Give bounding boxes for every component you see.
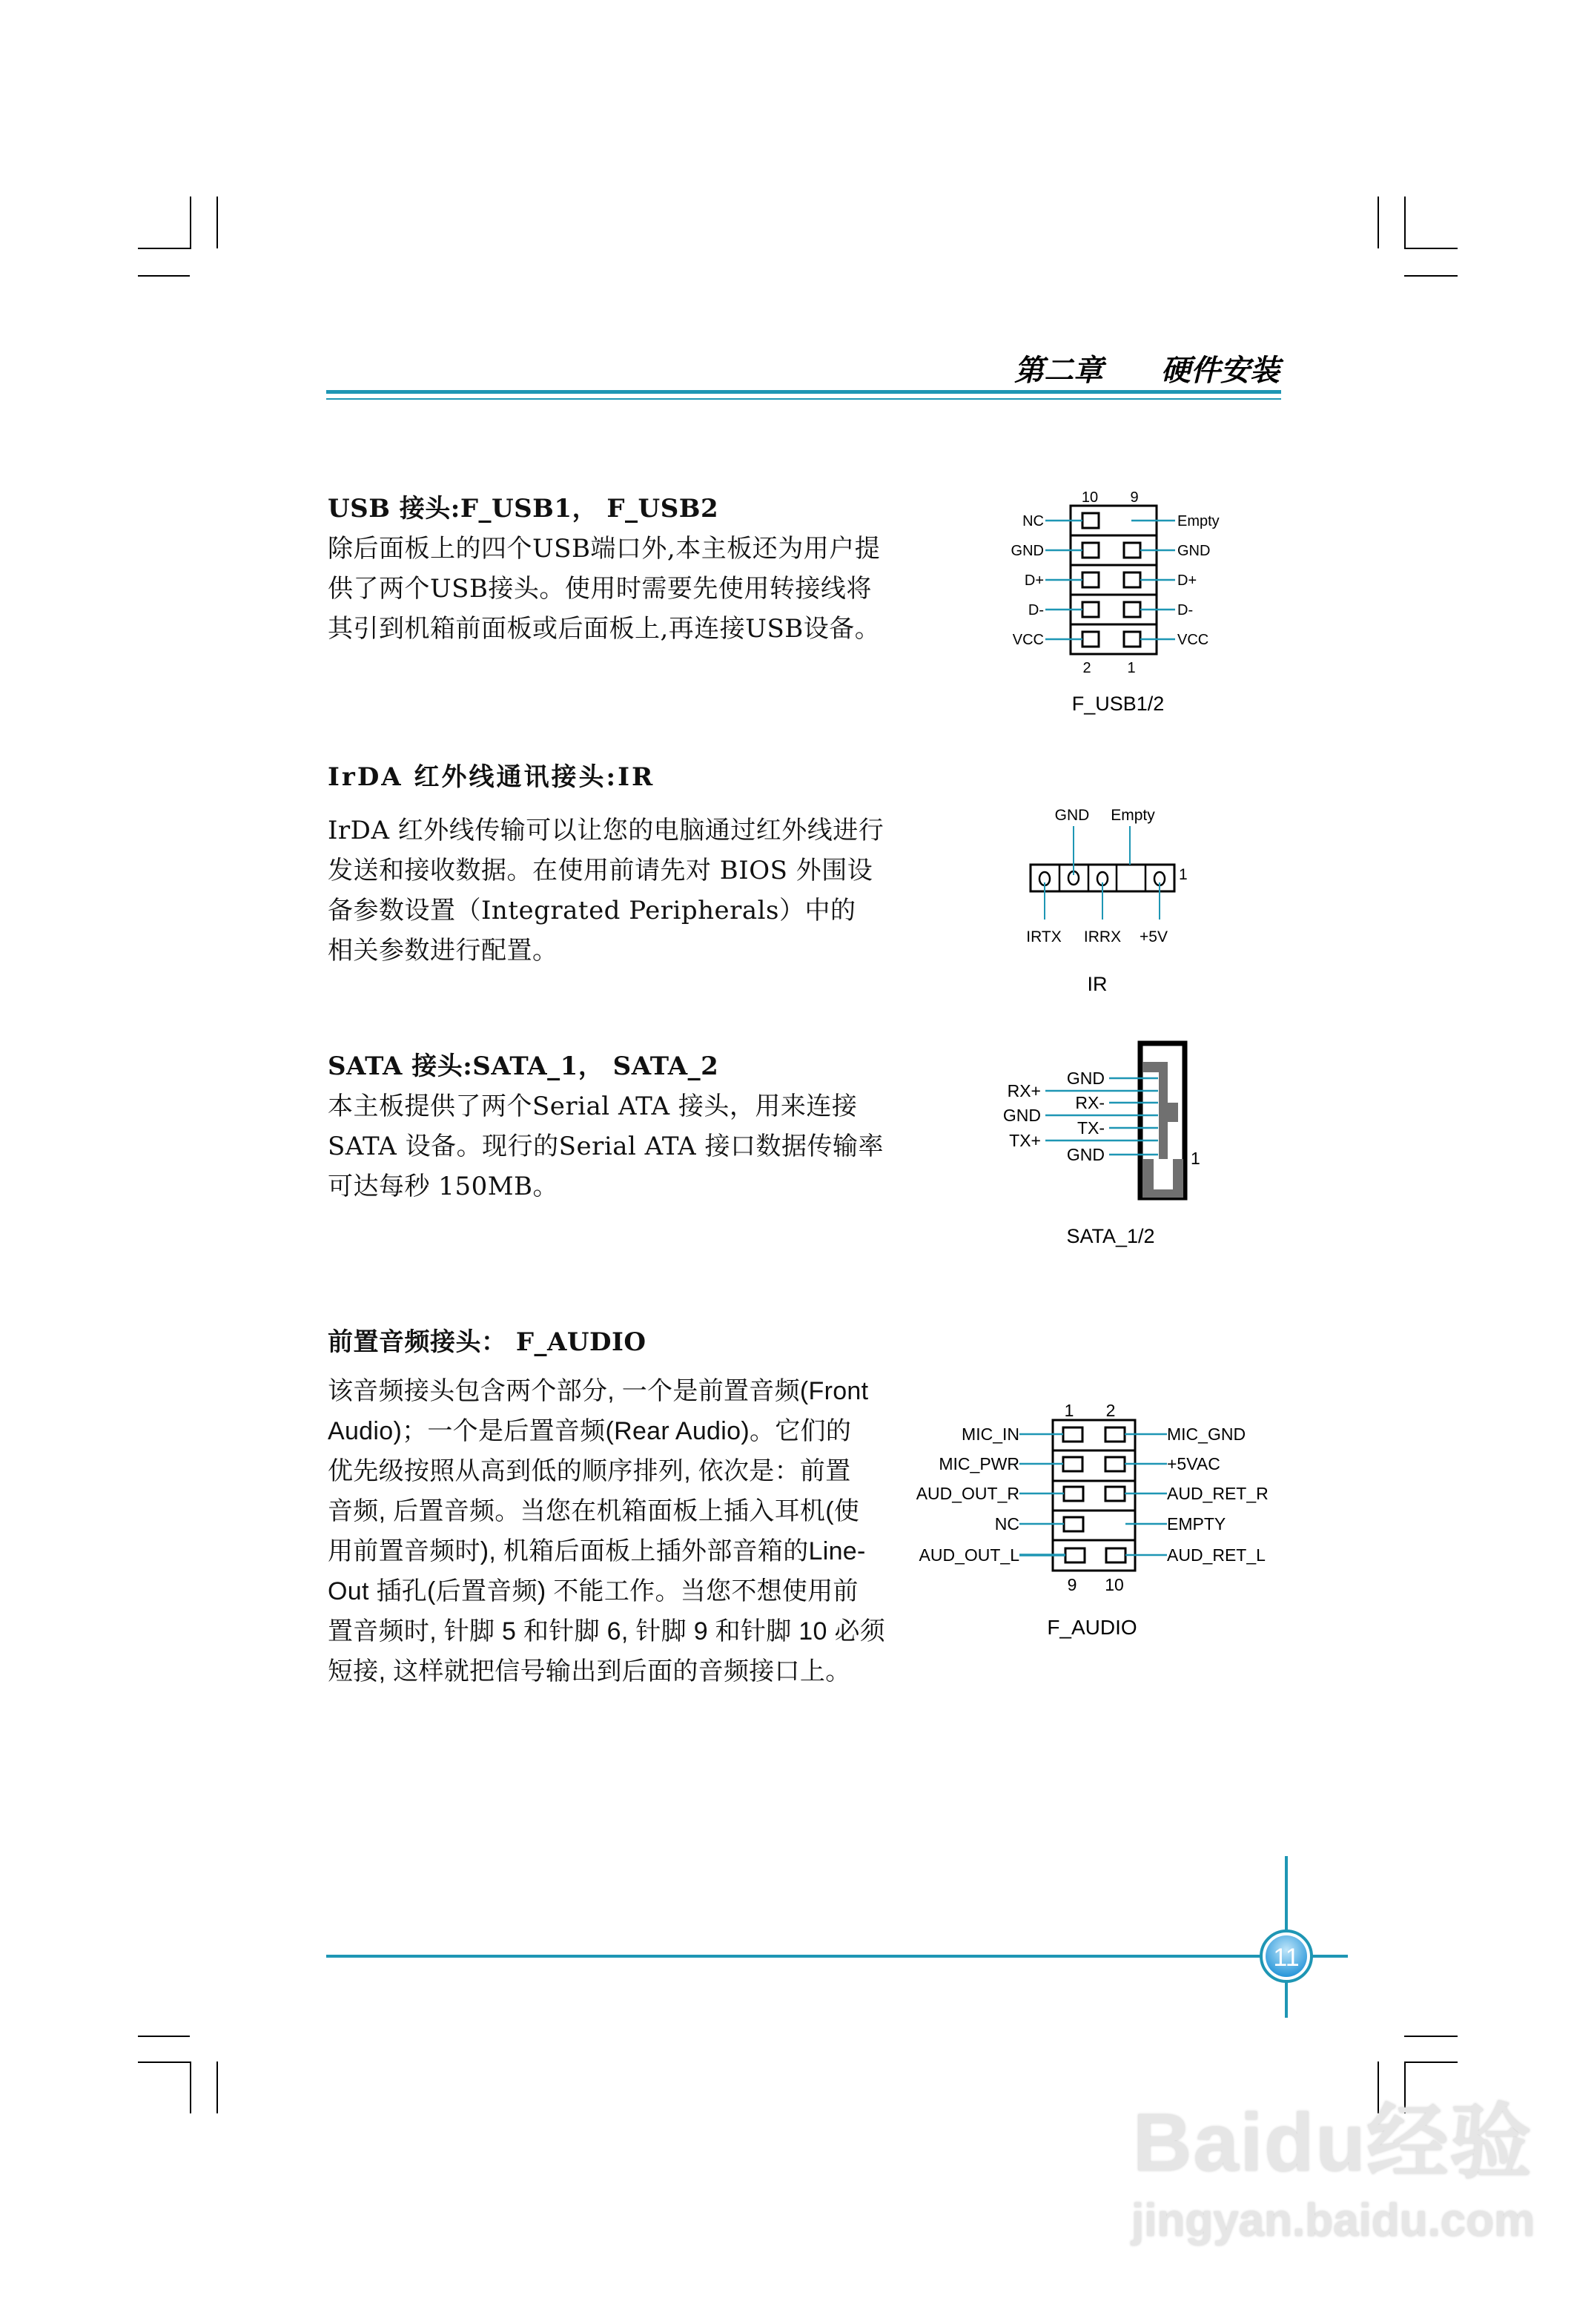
watermark-url: jingyan.baidu.com bbox=[1131, 2195, 1535, 2246]
pin-label: GND bbox=[1066, 1145, 1105, 1164]
pin-label: D+ bbox=[1177, 572, 1197, 589]
pin-label: IRRX bbox=[1083, 928, 1122, 945]
paragraph-line: 发送和接收数据。在使用前请先对 BIOS 外围设 bbox=[328, 856, 873, 885]
pin-label: MIC_PWR bbox=[939, 1454, 1019, 1473]
pin-label: Empty bbox=[1111, 807, 1155, 824]
usb-pins bbox=[1082, 513, 1140, 647]
pin-label: AUD_RET_R bbox=[1167, 1484, 1269, 1503]
pin-label: +5V bbox=[1140, 928, 1168, 945]
pin-label: RX- bbox=[1075, 1093, 1105, 1112]
watermark-brand: Baidu经验 bbox=[1133, 2097, 1533, 2188]
paragraph-line: 音频, 后置音频。当您在机箱面板上插入耳机(使 bbox=[328, 1497, 860, 1525]
usb-labels bbox=[1011, 489, 1220, 715]
chapter-title: 硬件安装 bbox=[1161, 354, 1280, 388]
pin-label: GND bbox=[1066, 1069, 1105, 1088]
pin-label: GND bbox=[1177, 543, 1211, 559]
paragraph-line: 备参数设置（Integrated Peripherals）中的 bbox=[328, 896, 856, 925]
pin-number: 2 bbox=[1105, 1401, 1116, 1420]
diagram-caption: IR bbox=[1087, 973, 1108, 995]
paragraph-line: 短接, 这样就把信号输出到后面的音频接口上。 bbox=[328, 1657, 851, 1686]
paragraph-line: 该音频接头包含两个部分, 一个是前置音频(Front bbox=[328, 1377, 869, 1405]
paragraph-line: 本主板提供了两个Serial ATA 接头，用来连接 bbox=[328, 1092, 858, 1121]
pin-label: MIC_GND bbox=[1167, 1425, 1246, 1444]
diagram-caption: F_USB1/2 bbox=[1071, 693, 1165, 715]
sata-connector-diagram bbox=[1003, 1043, 1200, 1247]
pin-number: 10 bbox=[1105, 1575, 1124, 1594]
page-number: 11 bbox=[1273, 1944, 1300, 1972]
pin-number: 10 bbox=[1081, 489, 1099, 506]
audio-header-diagram bbox=[916, 1401, 1269, 1639]
pin-label: +5VAC bbox=[1167, 1454, 1220, 1473]
usb-header-diagram bbox=[1045, 506, 1175, 654]
ir-header-diagram bbox=[1026, 807, 1187, 995]
paragraph-line: Out 插孔(后置音频) 不能工作。当您不想使用前 bbox=[328, 1577, 859, 1605]
pin-label: GND bbox=[1054, 807, 1090, 824]
pin-label: IRTX bbox=[1026, 928, 1062, 945]
pin-number: 2 bbox=[1082, 660, 1091, 676]
pin-number: 1 bbox=[1191, 1149, 1200, 1168]
pin-label: GND bbox=[1002, 1106, 1041, 1125]
paragraph-line: 相关参数进行配置。 bbox=[328, 936, 558, 965]
pin-label: AUD_OUT_R bbox=[916, 1484, 1019, 1503]
pin-label: VCC bbox=[1177, 632, 1209, 648]
pin-number: 9 bbox=[1067, 1575, 1077, 1594]
pin-label: AUD_OUT_L bbox=[919, 1545, 1019, 1565]
paragraph-line: 用前置音频时), 机箱后面板上插外部音箱的Line- bbox=[328, 1537, 866, 1565]
pin-label: VCC bbox=[1012, 632, 1044, 648]
paragraph-line: 供了两个USB接头。使用时需要先使用转接线将 bbox=[328, 574, 872, 604]
page-footer bbox=[326, 1856, 1348, 2018]
section-title: IrDA 红外线通讯接头:IR bbox=[328, 762, 655, 792]
pin-label: Empty bbox=[1177, 513, 1220, 529]
paragraph-line: 可达每秒 150MB。 bbox=[328, 1172, 559, 1201]
pin-label: NC bbox=[994, 1514, 1019, 1534]
paragraph-line: Audio)；一个是后置音频(Rear Audio)。它们的 bbox=[328, 1417, 852, 1445]
paragraph-line: 除后面板上的四个USB端口外,本主板还为用户提 bbox=[328, 534, 881, 564]
section-title: USB 接头:F_USB1， F_USB2 bbox=[328, 494, 719, 524]
pin-label: D- bbox=[1177, 602, 1194, 618]
pin-number: 1 bbox=[1064, 1401, 1074, 1420]
pin-label: TX- bbox=[1077, 1118, 1105, 1138]
paragraph-line: 置音频时, 针脚 5 和针脚 6, 针脚 9 和针脚 10 必须 bbox=[328, 1617, 886, 1645]
pin-label: TX+ bbox=[1009, 1131, 1041, 1150]
pin-label: EMPTY bbox=[1167, 1514, 1226, 1534]
pin-label: MIC_IN bbox=[962, 1425, 1019, 1444]
diagram-caption: SATA_1/2 bbox=[1066, 1225, 1155, 1247]
paragraph-line: SATA 设备。现行的Serial ATA 接口数据传输率 bbox=[328, 1132, 884, 1161]
pin-label: D+ bbox=[1024, 572, 1044, 589]
diagram-caption: F_AUDIO bbox=[1047, 1616, 1137, 1639]
section-title: 前置音频接头： F_AUDIO bbox=[328, 1327, 646, 1357]
section-title: SATA 接头:SATA_1， SATA_2 bbox=[328, 1052, 719, 1081]
pin-label: AUD_RET_L bbox=[1167, 1545, 1266, 1565]
pin-number: 9 bbox=[1130, 489, 1139, 506]
chapter-label: 第二章 bbox=[1014, 354, 1103, 388]
pin-label: NC bbox=[1022, 513, 1044, 529]
pin-number: 1 bbox=[1127, 660, 1136, 676]
pin-label: D- bbox=[1028, 602, 1044, 618]
paragraph-line: IrDA 红外线传输可以让您的电脑通过红外线进行 bbox=[328, 816, 884, 845]
pin-label: GND bbox=[1011, 543, 1044, 559]
paragraph-line: 优先级按照从高到低的顺序排列, 依次是：前置 bbox=[328, 1457, 851, 1485]
paragraph-line: 其引到机箱前面板或后面板上,再连接USB设备。 bbox=[328, 614, 881, 644]
pin-label: RX+ bbox=[1007, 1081, 1041, 1100]
pin-number: 1 bbox=[1179, 866, 1188, 883]
